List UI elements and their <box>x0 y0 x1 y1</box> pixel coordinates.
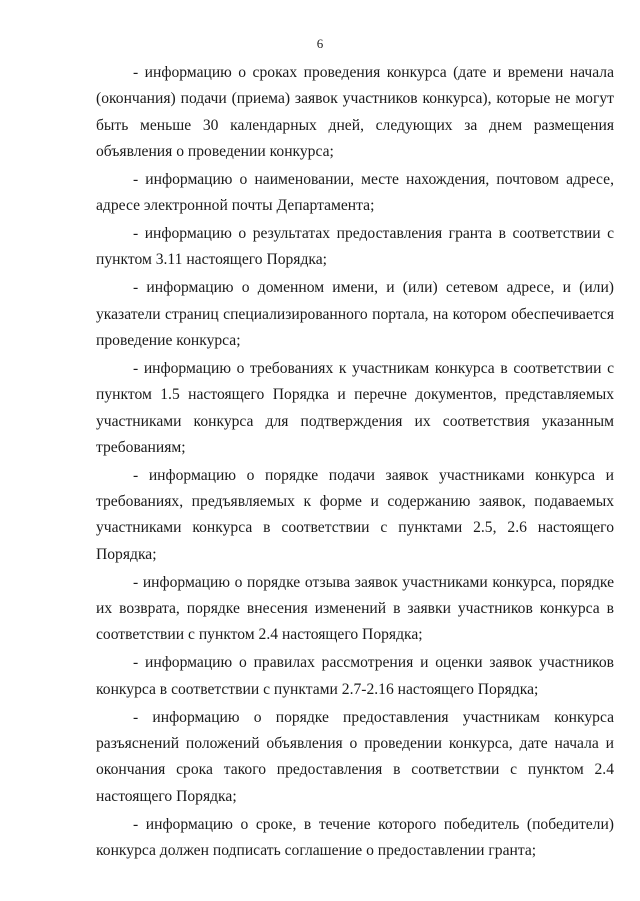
paragraph-agreement-deadline: - информацию о сроке, в течение которого победитель (победители) конкурса должен подписать соглашение о предоставлении гранта; <box>96 815 614 859</box>
paragraph-clarifications: - информацию о порядке предоставления участникам конкурса разъяснений положений объявления о проведении конкурса, дате начала и окончания срока такого предоставления в соответствии с пунктом 2.4 настоящего Порядка; <box>96 708 614 805</box>
page-number: 6 <box>316 36 324 51</box>
paragraph-participant-requirements: - информацию о требованиях к участникам конкурса в соответствии с пунктом 1.5 настоящего Порядка и перечне документов, представляемых участниками конкурса для подтверждения их соответствия указанным требованиям; <box>96 360 614 456</box>
paragraph-evaluation-rules: - информацию о правилах рассмотрения и оценки заявок участников конкурса в соответствии с пунктами 2.7-2.16 настоящего Порядка; <box>96 654 614 698</box>
paragraph-application-withdrawal: - информацию о порядке отзыва заявок участниками конкурса, порядке их возврата, порядке внесения изменений в заявки участников конкурса в соответствии с пунктом 2.4 настоящего Порядка; <box>96 573 614 644</box>
paragraph-department-contacts: - информацию о наименовании, месте нахождения, почтовом адресе, адресе электронной почты Департамента; <box>96 170 614 215</box>
paragraph-portal-address: - информацию о доменном имени, и (или) сетевом адресе, и (или) указатели страниц специализированного портала, на котором обеспечивается проведение конкурса; <box>96 279 614 350</box>
paragraph-deadlines: - информацию о сроках проведения конкурса (дате и времени начала (окончания) подачи (приема) заявок участников конкурса), которые не могут быть меньше 30 календарных дней, следующих за днем размещения объявления о проведении конкурса; <box>96 64 614 160</box>
paragraph-grant-results: - информацию о результатах предоставления гранта в соответствии с пунктом 3.11 настоящего Порядка; <box>96 225 614 269</box>
paragraph-application-submission: - информацию о порядке подачи заявок участниками конкурса и требованиях, предъявляемых к форме и содержанию заявок, подаваемых участниками конкурса в соответствии с пунктами 2.5, 2.6 настоящего Порядка; <box>96 466 614 563</box>
document-body <box>96 60 614 866</box>
scan-edge-line <box>0 896 640 897</box>
